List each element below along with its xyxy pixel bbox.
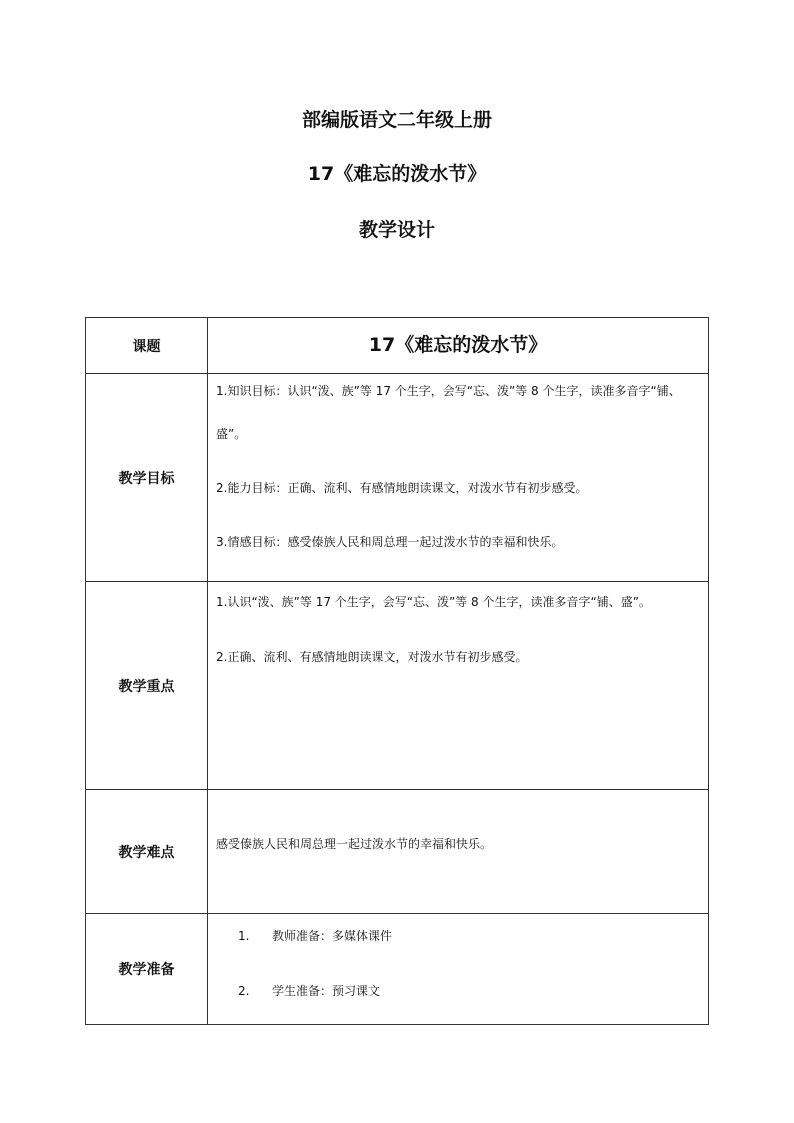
- lesson-title-cell: [208, 318, 709, 374]
- goal-item-3: 3.情感目标：感受傣族人民和周总理一起过泼水节的幸福和快乐。: [216, 535, 564, 549]
- row-label-difficulties: 教学难点: [86, 790, 208, 914]
- row-label-title: 课题: [86, 318, 208, 374]
- row-label-goals: 教学目标: [86, 374, 208, 582]
- difficulty-text: 感受傣族人民和周总理一起过泼水节的幸福和快乐。: [216, 837, 493, 851]
- goal-item-1: 1.知识目标：认识“泼、族”等 17 个生字，会写“忘、泼”等 8 个生字，读准多音字“铺、盛”。: [216, 384, 681, 441]
- document-subject-title: 部编版语文二年级上册: [301, 109, 492, 131]
- table-row: [86, 582, 709, 790]
- table-row: [86, 374, 709, 582]
- key-points-cell: [208, 582, 709, 790]
- lesson-plan-table: [85, 317, 709, 1025]
- row-label-preparation: 教学准备: [86, 914, 208, 1025]
- difficulties-cell: [208, 790, 709, 914]
- list-item: [208, 983, 708, 999]
- key-point-item-2: 2.正确、流利、有感情地朗读课文，对泼水节有初步感受。: [216, 650, 528, 664]
- preparation-cell: [208, 914, 709, 1025]
- lesson-title-value: 17《难忘的泼水节》: [368, 334, 548, 356]
- goals-cell: [208, 374, 709, 582]
- table-row: [86, 914, 709, 1025]
- list-text: 教师准备：多媒体课件: [272, 929, 393, 943]
- list-item: [208, 928, 708, 944]
- goal-item-2: 2.能力目标：正确、流利、有感情地朗读课文，对泼水节有初步感受。: [216, 481, 588, 495]
- key-point-item-1: 1.认识“泼、族”等 17 个生字，会写“忘、泼”等 8 个生字，读准多音字“铺、盛”。: [216, 595, 651, 609]
- table-row: [86, 318, 709, 374]
- list-text: 学生准备：预习课文: [272, 984, 381, 998]
- table-row: [86, 790, 709, 914]
- lesson-title-heading: 17《难忘的泼水节》: [307, 163, 487, 185]
- row-label-key-points: 教学重点: [86, 582, 208, 790]
- list-number: 1.: [238, 929, 250, 943]
- list-number: 2.: [238, 984, 250, 998]
- document-type-heading: 教学设计: [358, 219, 435, 241]
